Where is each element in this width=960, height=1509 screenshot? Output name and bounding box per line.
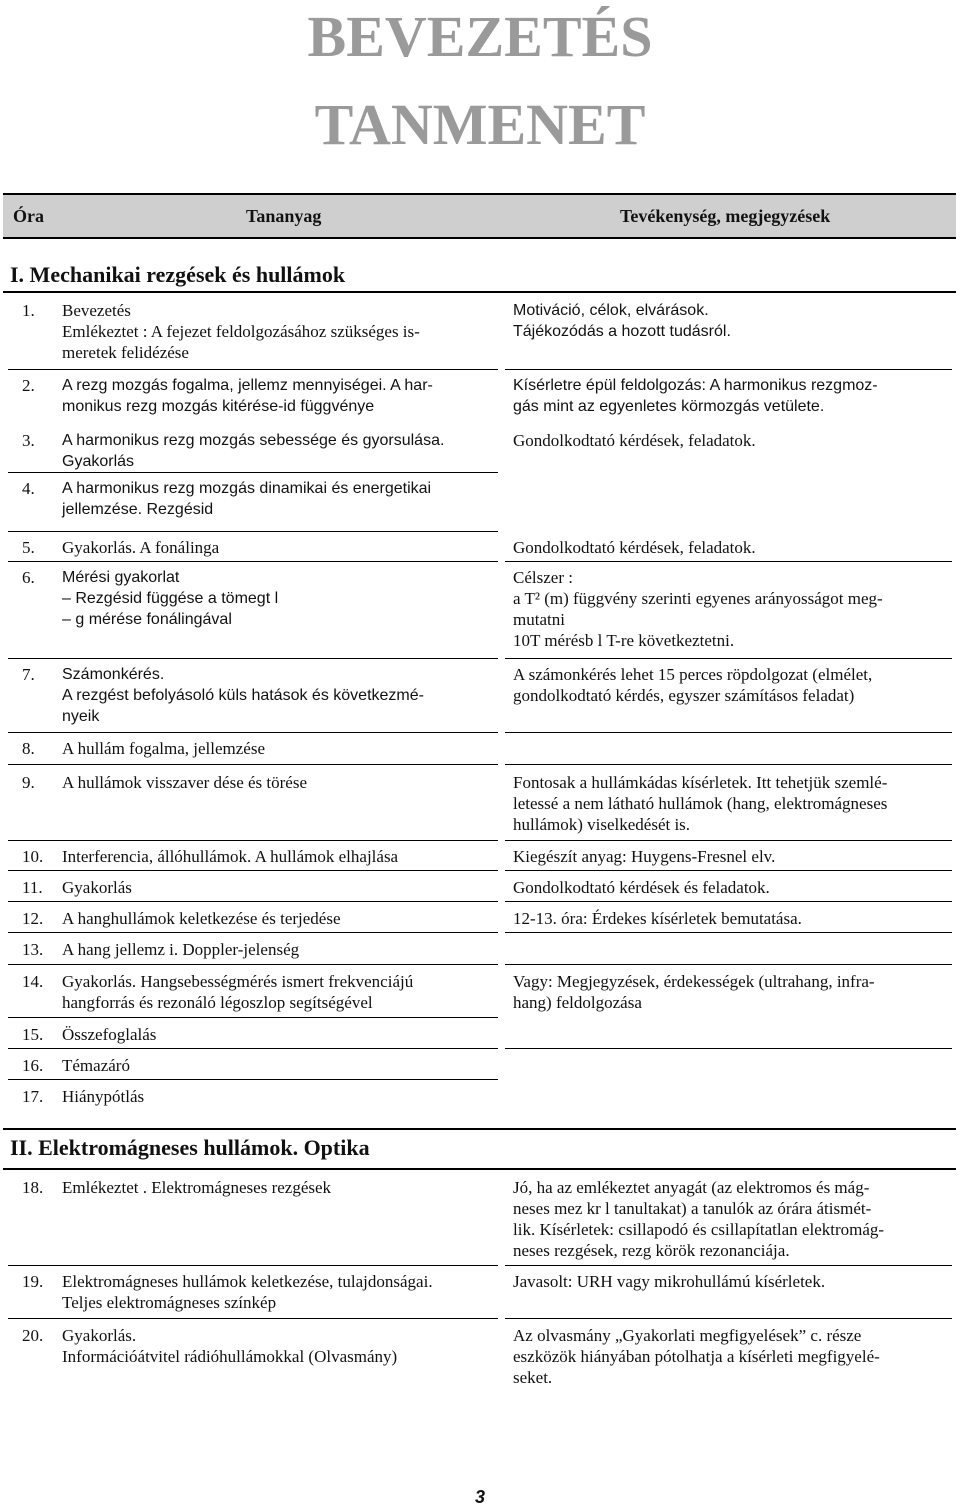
lesson-topic: Számonkérés. A rezgést befolyásoló küls hatások és következmé- nyeik bbox=[62, 666, 424, 725]
lesson-topic: Interferencia, állóhullámok. A hullámok elhajlása bbox=[62, 847, 399, 866]
row-divider bbox=[8, 1265, 498, 1266]
lesson-topic: Gyakorlás. Információátvitel rádióhullámokkal (Olvasmány) bbox=[62, 1326, 398, 1366]
lesson-topic: Témazáró bbox=[62, 1056, 130, 1075]
lesson-number: 19. bbox=[22, 1272, 44, 1291]
lesson-note: Kiegészít anyag: Huygens-Fresnel elv. bbox=[513, 847, 776, 866]
lesson-topic: Bevezetés Emlékeztet : A fejezet feldolgozásához szükséges is- meretek felidézése bbox=[62, 301, 420, 362]
lesson-note: 12-13. óra: Érdekes kísérletek bemutatása. bbox=[513, 909, 802, 928]
row-divider bbox=[505, 732, 952, 733]
lesson-topic: A hang jellemz i. Doppler-jelenség bbox=[62, 940, 300, 959]
row-divider bbox=[8, 531, 498, 532]
lesson-number: 4. bbox=[22, 479, 35, 498]
section-divider bbox=[3, 1128, 956, 1130]
lesson-topic: Gyakorlás bbox=[62, 878, 132, 897]
lesson-topic: A hullám fogalma, jellemzése bbox=[62, 739, 265, 758]
lesson-topic: Összefoglalás bbox=[62, 1025, 157, 1044]
lesson-topic: Hiánypótlás bbox=[62, 1087, 145, 1106]
lesson-topic: A hanghullámok keletkezése és terjedése bbox=[62, 909, 341, 928]
lesson-note: Motiváció, célok, elvárások. Tájékozódás a hozott tudásról. bbox=[513, 302, 731, 340]
title-line-1: BEVEZETÉS bbox=[307, 4, 653, 69]
lesson-number: 11. bbox=[22, 878, 43, 897]
table-header bbox=[3, 193, 956, 239]
lesson-number: 6. bbox=[22, 568, 35, 587]
row-divider bbox=[505, 840, 952, 841]
section-title-2: II. Elektromágneses hullámok. Optika bbox=[10, 1135, 370, 1160]
row-divider bbox=[8, 932, 498, 933]
lesson-note: Kísérletre épül feldolgozás: A harmonikus rezgmoz- gás mint az egyenletes körmozgás vetülete. bbox=[513, 377, 878, 415]
row-divider bbox=[505, 1318, 952, 1319]
lesson-topic: Gyakorlás. A fonálinga bbox=[62, 538, 220, 557]
lesson-topic: A rezg mozgás fogalma, jellemz mennyiségei. A har- monikus rezg mozgás kitérése-id függvénye bbox=[62, 377, 433, 415]
lesson-number: 17. bbox=[22, 1087, 44, 1106]
lesson-note: Gondolkodtató kérdések, feladatok. bbox=[513, 538, 756, 557]
lesson-topic: A harmonikus rezg mozgás sebessége és gyorsulása. Gyakorlás bbox=[62, 432, 445, 470]
lesson-number: 15. bbox=[22, 1025, 44, 1044]
row-divider bbox=[505, 561, 952, 562]
row-divider bbox=[8, 732, 498, 733]
lesson-number: 12. bbox=[22, 909, 44, 928]
row-divider bbox=[8, 658, 498, 659]
row-divider bbox=[8, 1048, 498, 1049]
lesson-topic: A hullámok visszaver dése és törése bbox=[62, 773, 308, 792]
row-divider bbox=[505, 1265, 952, 1266]
row-divider bbox=[505, 870, 952, 871]
row-divider bbox=[8, 1017, 498, 1018]
row-divider bbox=[505, 1048, 952, 1049]
row-divider bbox=[8, 1079, 498, 1080]
lesson-number: 10. bbox=[22, 847, 44, 866]
lesson-number: 18. bbox=[22, 1178, 44, 1197]
row-divider bbox=[8, 561, 498, 562]
lesson-note: Gondolkodtató kérdések és feladatok. bbox=[513, 878, 770, 897]
row-divider bbox=[8, 870, 498, 871]
lesson-number: 9. bbox=[22, 773, 35, 792]
header-tevekenyseg: Tevékenység, megjegyzések bbox=[620, 206, 831, 226]
row-divider bbox=[8, 472, 498, 473]
lesson-number: 2. bbox=[22, 376, 35, 395]
lesson-note: Fontosak a hullámkádas kísérletek. Itt tehetjük szemlé- letessé a nem látható hullámok (hang, elektromágneses hullámok) viselkedését is. bbox=[513, 773, 888, 834]
lesson-note: Gondolkodtató kérdések, feladatok. bbox=[513, 431, 756, 450]
lesson-number: 20. bbox=[22, 1326, 44, 1345]
row-divider bbox=[505, 932, 952, 933]
lesson-topic: Gyakorlás. Hangsebességmérés ismert frekvenciájú hangforrás és rezonáló légoszlop segítségével bbox=[62, 972, 414, 1012]
lesson-topic: A harmonikus rezg mozgás dinamikai és energetikai jellemzése. Rezgésid bbox=[62, 480, 432, 518]
row-divider bbox=[505, 369, 952, 370]
row-divider bbox=[8, 964, 498, 965]
lesson-topic: Mérési gyakorlat – Rezgésid függése a tömegt l – g mérése fonálingával bbox=[62, 569, 279, 628]
row-divider bbox=[8, 840, 498, 841]
header-ora: Óra bbox=[13, 206, 44, 226]
lesson-note: Javasolt: URH vagy mikrohullámú kísérletek. bbox=[513, 1272, 826, 1291]
row-divider bbox=[8, 369, 498, 370]
row-divider bbox=[505, 964, 952, 965]
lesson-number: 14. bbox=[22, 972, 44, 991]
section-divider bbox=[3, 1168, 956, 1170]
row-divider bbox=[8, 1318, 498, 1319]
lesson-number: 8. bbox=[22, 739, 35, 758]
lesson-number: 5. bbox=[22, 538, 35, 557]
row-divider bbox=[505, 658, 952, 659]
header-tananyag: Tananyag bbox=[246, 206, 322, 226]
section-title-1: I. Mechanikai rezgések és hullámok bbox=[10, 262, 346, 287]
lesson-note: Az olvasmány „Gyakorlati megfigyelések” c. része eszközök hiányában pótolhatja a kísérleti megfigyelé- seket. bbox=[513, 1326, 880, 1387]
lesson-note: Vagy: Megjegyzések, érdekességek (ultrahang, infra- hang) feldolgozása bbox=[513, 972, 875, 1012]
row-divider bbox=[505, 764, 952, 765]
lesson-number: 3. bbox=[22, 431, 35, 450]
row-divider bbox=[8, 901, 498, 902]
lesson-note: Célszer : a T² (m) függvény szerinti egyenes arányosságot meg- mutatni 10T mérésb l T-re következtetni. bbox=[513, 568, 883, 650]
lesson-topic: Emlékeztet . Elektromágneses rezgések bbox=[62, 1178, 332, 1197]
row-divider bbox=[8, 764, 498, 765]
section-divider bbox=[3, 291, 956, 293]
lesson-number: 16. bbox=[22, 1056, 44, 1075]
title-line-2: TANMENET bbox=[314, 92, 646, 157]
page-number: 3 bbox=[474, 1487, 485, 1507]
lesson-number: 13. bbox=[22, 940, 44, 959]
lesson-topic: Elektromágneses hullámok keletkezése, tulajdonságai. Teljes elektromágneses színkép bbox=[62, 1272, 433, 1312]
lesson-number: 1. bbox=[22, 301, 35, 320]
lesson-note: Jó, ha az emlékeztet anyagát (az elektromos és mág- neses mez kr l tanultakat) a tanulók az órára átismét- lik. Kísérletek: csillapodó és csillapítatlan elektromág- neses rezgések, rezg körök rezonanciája. bbox=[513, 1178, 885, 1260]
row-divider bbox=[505, 901, 952, 902]
lesson-note: A számonkérés lehet 15 perces röpdolgozat (elmélet, gondolkodtató kérdés, egyszer számításos feladat) bbox=[513, 665, 873, 705]
lesson-number: 7. bbox=[22, 665, 35, 684]
